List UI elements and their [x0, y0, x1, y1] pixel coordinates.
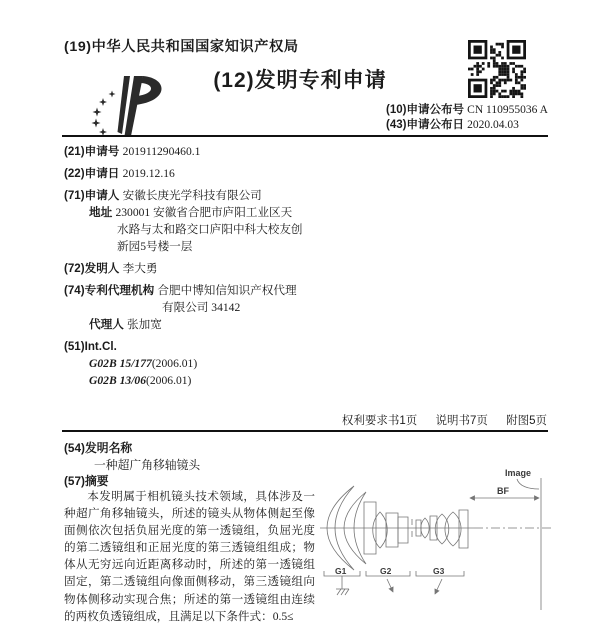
- application-number-label: (21)申请号: [64, 145, 120, 158]
- agency-label: (74)专利代理机构: [64, 284, 155, 297]
- int-cl-code-2: G02B 13/06: [89, 374, 147, 387]
- ground-hatch: [341, 589, 345, 595]
- agency-line-2: 有限公司 34142: [162, 301, 241, 314]
- publication-date-value: 2020.04.03: [467, 119, 519, 131]
- pages-info-line: [342, 412, 547, 428]
- description-pages: 说明书7页: [435, 415, 488, 427]
- publication-number-value: CN 110955036 A: [467, 104, 548, 116]
- int-cl-label: (51)Int.Cl.: [64, 340, 117, 353]
- inventor-name: 李大勇: [122, 262, 158, 275]
- ground-hatch: [337, 589, 341, 595]
- header-divider-rule: [62, 135, 548, 137]
- address-label: 地址: [89, 206, 113, 219]
- filing-date-value: 2019.12.16: [122, 167, 175, 180]
- publication-number-label: (10)申请公布号: [386, 104, 464, 116]
- image-plane-label: Image: [505, 468, 532, 478]
- section-divider-rule: [62, 430, 548, 432]
- applicant-label: (71)申请人: [64, 189, 120, 202]
- qr-code: [468, 40, 526, 98]
- int-cl-code-1: G02B 15/177: [89, 357, 152, 370]
- lens-element: [373, 512, 387, 548]
- g3-movement-arrow: [435, 579, 442, 594]
- applicant-row: [64, 187, 364, 204]
- filing-date-row: [64, 165, 364, 182]
- patent-office-name: (19)中华人民共和国国家知识产权局: [64, 39, 299, 55]
- g2-movement-arrow: [387, 579, 393, 592]
- publication-info: [386, 103, 548, 133]
- lens-element: [398, 517, 408, 543]
- publication-date-line: [386, 118, 548, 133]
- group-label-g2: G2: [380, 566, 392, 576]
- lens-element: [459, 510, 468, 548]
- filing-date-label: (22)申请日: [64, 167, 120, 180]
- bf-label: BF: [497, 486, 509, 496]
- inventor-row: [64, 260, 364, 277]
- address-line-2: 水路与太和路交口庐阳中科大校友创: [117, 223, 303, 236]
- agent-row: [64, 316, 364, 333]
- image-label-leader: [517, 479, 539, 489]
- address-line-1: 230001 安徽省合肥市庐阳工业区天: [115, 206, 293, 219]
- publication-date-label: (43)申请公布日: [386, 119, 464, 131]
- application-number-value: 201911290460.1: [122, 145, 201, 158]
- agency-line-1: 合肥中博知信知识产权代理: [157, 284, 297, 297]
- application-number-row: [64, 143, 364, 160]
- agent-label: 代理人: [89, 318, 124, 331]
- bibliographic-section: [64, 143, 364, 389]
- document-type-title: (12)发明专利申请: [213, 69, 387, 92]
- invention-title-label: (54)发明名称: [64, 441, 133, 455]
- group-label-g1: G1: [335, 566, 347, 576]
- lens-element: [386, 513, 398, 547]
- group-label-g3: G3: [433, 566, 445, 576]
- claims-pages: 权利要求书1页: [341, 415, 418, 427]
- inventor-label: (72)发明人: [64, 262, 120, 275]
- invention-title: 一种超广角移轴镜头: [94, 458, 201, 472]
- applicant-name: 安徽长庚光学科技有限公司: [122, 189, 262, 202]
- address-line-3: 新园5号楼一层: [117, 240, 193, 253]
- int-cl-version-2: (2006.01): [146, 374, 192, 387]
- agent-name: 张加宽: [127, 318, 162, 331]
- ground-hatch: [345, 589, 349, 595]
- address-row: [64, 204, 364, 221]
- abstract-label: (57)摘要: [64, 474, 109, 488]
- int-cl-version-1: (2006.01): [151, 357, 198, 370]
- publication-number-line: [386, 103, 548, 118]
- agency-row: [64, 282, 364, 299]
- int-cl-entry-2: [64, 372, 364, 389]
- lens-diagram: [308, 462, 560, 622]
- drawings-pages: 附图5页: [506, 415, 547, 427]
- int-cl-entry-1: [64, 355, 364, 372]
- abstract-text: 本发明属于相机镜头技术领域，具体涉及一种超广角移轴镜头，所述的镜头从物体侧起至像面侧依次包括负屈光度的第一透镜组，负屈光度的第二透镜组和正屈光度的第三透镜组组成；物体从无穷远向近距离移动时，所述的第一透镜组固定，第二透镜组向像面侧移动，第三透镜组向物体侧移动实现合焦；所述的第一透镜组由连续的两枚负透镜组成，且满足以下条件式：0.5≤: [64, 490, 315, 623]
